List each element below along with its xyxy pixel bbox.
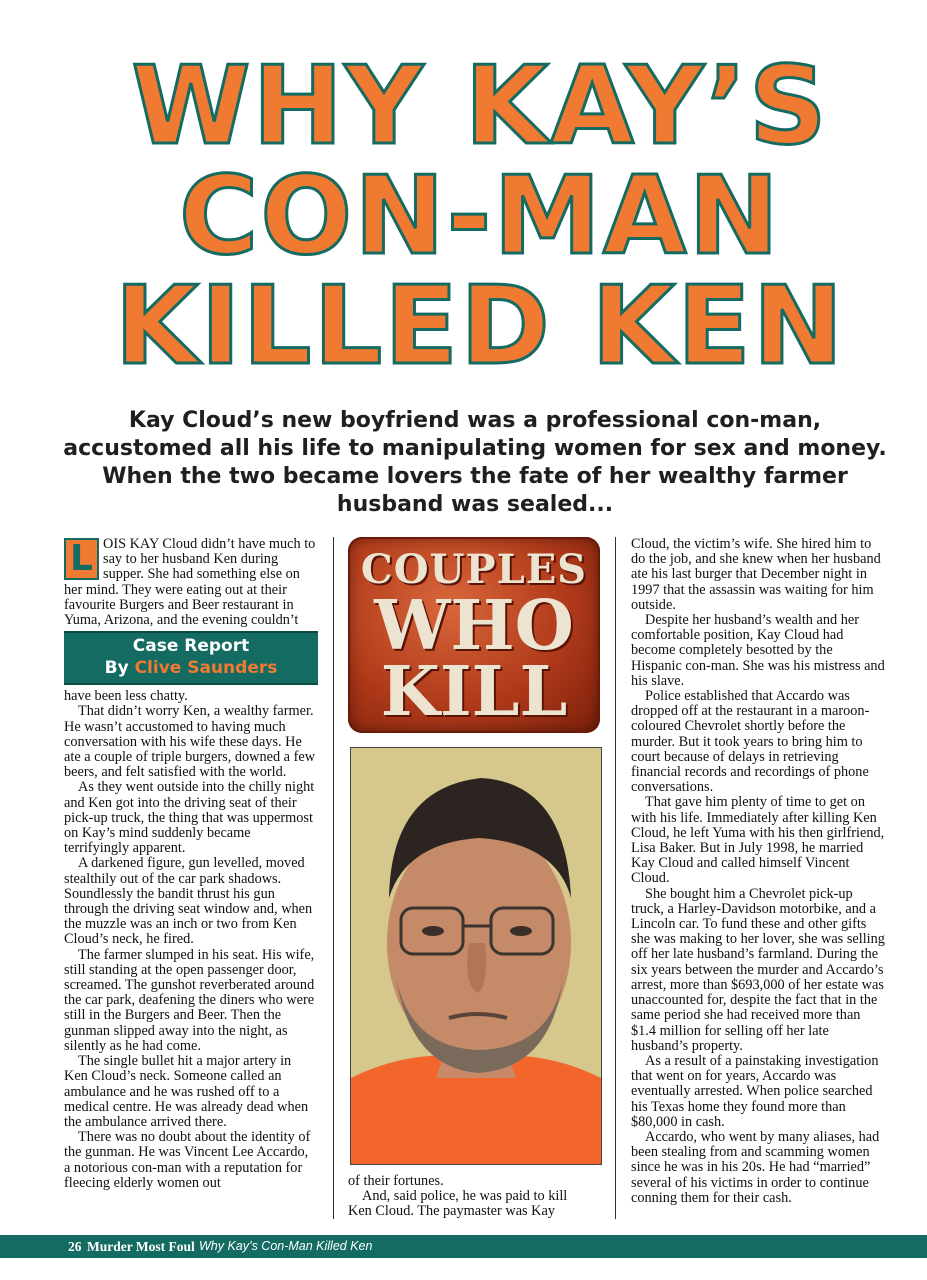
article-column-2 [348, 1174, 593, 1220]
byline [64, 657, 318, 679]
author-name: Clive Saunders [134, 658, 278, 679]
badge-line-1: COUPLES [360, 546, 588, 593]
paragraph: A darkened figure, gun levelled, moved stealthily out of the car park shadows. Soundlessly the bandit thrust his gun through the driving seat window and, when the muzzle was an inch or two from Ken Cloud’s neck, he fired. [64, 855, 313, 948]
case-report-label: Case Report [132, 636, 250, 657]
paragraph: That didn’t worry Ken, a wealthy farmer. He wasn’t accustomed to having much conversation with his wife these days. He ate a couple of triple burgers, downed a few beers, and felt satisfied with the world. [64, 703, 316, 781]
column-rule [615, 537, 616, 1219]
badge-line-2: WHO [374, 586, 574, 666]
paragraph: of their fortunes. [348, 1173, 444, 1189]
page-number: 26 [68, 1239, 82, 1254]
headline-line-2: CON-MAN [179, 154, 781, 279]
section-title: Why Kay’s Con-Man Killed Ken [199, 1239, 373, 1253]
case-report-box [64, 631, 318, 685]
paragraph: She bought him a Chevrolet pick-up truck, a Harley-Davidson motorbike, and a Lincoln car. To fund these and other gifts she was making to her lover, she was selling off her late husband’s farmland. During the six years between the murder and Accardo’s arrest, more than $693,000 of her estate was unaccounted for, despite the fact that in the same period she had received more than $1.4 million for selling off her late husband’s property. [631, 885, 885, 1054]
paragraph: As they went outside into the chilly night and Ken got into the driving seat of their pick-up truck, the thing that was uppermost on Kay’s mind suddenly became terrifyingly apparent. [64, 779, 315, 857]
column-rule [333, 537, 334, 1219]
byline-prefix: By [104, 658, 129, 679]
paragraph: have been less chatty. [64, 688, 188, 705]
article-column-3 [631, 537, 887, 1206]
magazine-name: Murder Most Foul [87, 1239, 195, 1254]
headline [40, 44, 920, 389]
paragraph: There was no doubt about the identity of the gunman. He was Vincent Lee Accardo, a notorious con-man with a reputation for fleecing elderly women out [64, 1129, 311, 1191]
paragraph: Accardo, who went by many aliases, had been stealing from and scamming women since he was in his 20s. He had “married” several of his victims in order to continue conning them for their cash. [631, 1128, 880, 1206]
paragraph: That gave him plenty of time to get on with his life. Immediately after killing Ken Cloud, he left Yuma with his then girlfriend, Lisa Baker. But in July 1998, he married Kay Cloud and called himself Vincent Cloud. [631, 794, 885, 887]
mugshot-photo [350, 747, 602, 1165]
paragraph: Police established that Accardo was dropped off at the restaurant in a maroon-coloured Chevrolet shortly before the murder. But it took years to bring him to court because of delays in retrieving financial records and recordings of phone conversations. [631, 688, 870, 796]
paragraph: The single bullet hit a major artery in Ken Cloud’s neck. Someone called an ambulance and he was rushed off to a medical centre. He was already dead when the ambulance arrived there. [64, 1053, 309, 1130]
couples-who-kill-badge [348, 537, 600, 733]
mugshot-illustration [351, 748, 601, 1164]
paragraph: The farmer slumped in his seat. His wife, still standing at the open passenger door, screamed. The gunshot reverberated around the car park, deafening the diners who were still in the Burgers and Beer. Then the gunman slipped away into the night, as silently as he had come. [64, 946, 315, 1054]
paragraph: As a result of a painstaking investigation that went on for years, Accardo was eventually arrested. When police searched his Texas home they found more than $80,000 in cash. [631, 1052, 879, 1130]
paragraph: Cloud, the victim’s wife. She hired him to do the job, and she knew when her husband ate his last burger that December night in 1997 that the assassin was waiting for him outside. [631, 536, 881, 613]
paragraph: OIS KAY Cloud didn’t have much to say to her husband Ken during supper. She had something else on her mind. They were eating out at their favourite Burgers and Beer restaurant in Yuma, Arizona, and the evening couldn’t [64, 536, 316, 629]
headline-line-1: WHY KAY’S [131, 44, 829, 169]
drop-cap: L [64, 538, 99, 580]
paragraph: Despite her husband’s wealth and her comfortable position, Kay Cloud had become completely besotted by the Hispanic con-man. She was his mistress and his slave. [631, 612, 885, 689]
standfirst: Kay Cloud’s new boyfriend was a professional con-man, accustomed all his life to manipulating women for sex and money. When the two became lovers the fate of her wealthy farmer husband was sealed... [63, 408, 887, 517]
article-column-1 [64, 537, 318, 1191]
paragraph: And, said police, he was paid to kill Ken Cloud. The paymaster was Kay [348, 1188, 568, 1220]
badge-line-3: KILL [380, 652, 568, 732]
headline-line-3: KILLED KEN [114, 264, 846, 389]
page-footer [0, 1235, 927, 1258]
